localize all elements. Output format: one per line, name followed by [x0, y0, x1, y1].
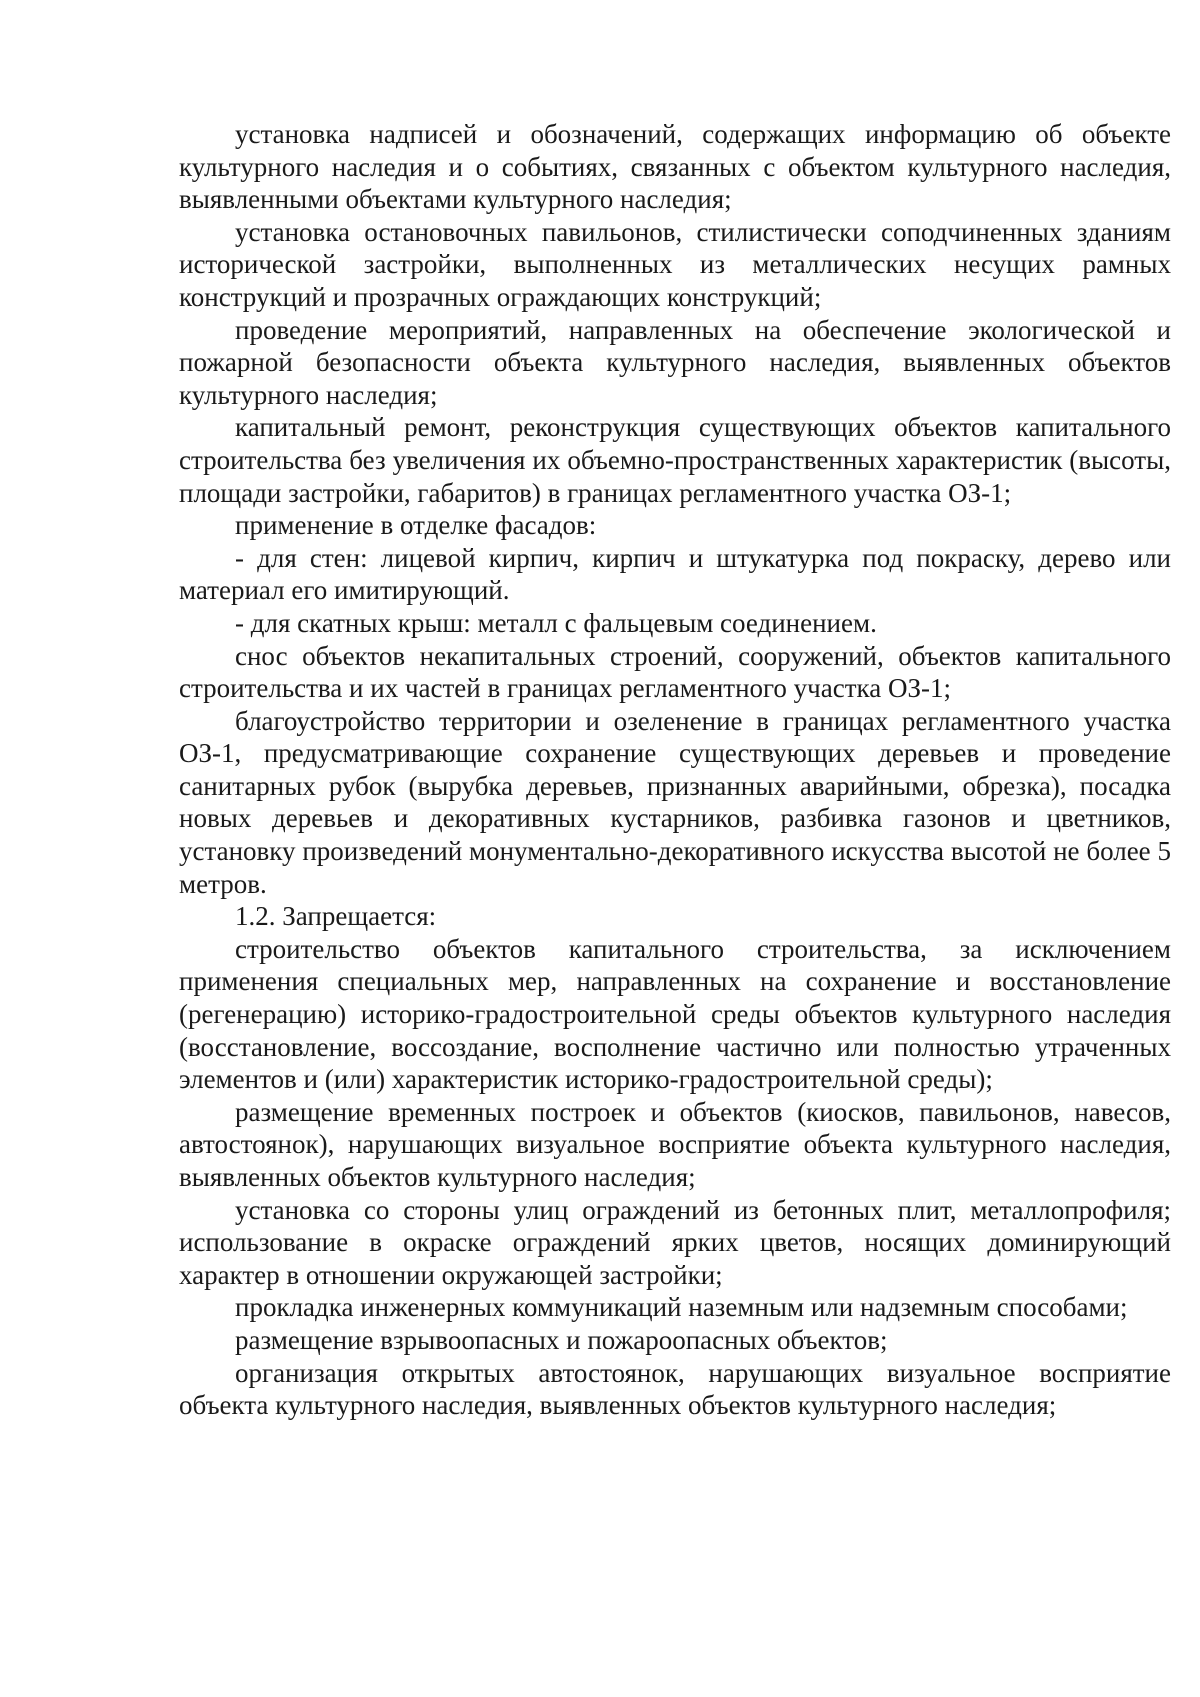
- paragraph-temporary-buildings: размещение временных построек и объектов (киосков, павильонов, навесов, автостоянок), нарушающих визуальное восприятие объекта культурного наследия, выявленных объектов культурного наследия;: [179, 1096, 1171, 1192]
- paragraph-fences: установка со стороны улиц ограждений из бетонных плит, металлопрофиля; использование в окраске ограждений ярких цветов, носящих доминирующий характер в отношении окружающей застройки;: [179, 1194, 1171, 1290]
- paragraph-signage: установка надписей и обозначений, содержащих информацию об объекте культурного наследия и о событиях, связанных с объектом культурного наследия, выявленными объектами культурного наследия;: [179, 119, 1171, 215]
- paragraph-demolition: снос объектов некапитальных строений, сооружений, объектов капитального строительства и их частей в границах регламентного участка ОЗ-1;: [179, 640, 1171, 704]
- paragraph-utilities: прокладка инженерных коммуникаций наземным или надземным способами;: [235, 1292, 1128, 1323]
- section-heading-prohibited: 1.2. Запрещается:: [235, 901, 437, 932]
- paragraph-parking: организация открытых автостоянок, нарушающих визуальное восприятие объекта культурного наследия, выявленных объектов культурного наследия;: [179, 1357, 1171, 1421]
- paragraph-hazardous-objects: размещение взрывоопасных и пожароопасных объектов;: [235, 1324, 888, 1355]
- paragraph-capital-repair: капитальный ремонт, реконструкция существующих объектов капитального строительства без увеличения их объемно-пространственных характеристик (высоты, площади застройки, габаритов) в границах регламентного участка ОЗ-1;: [179, 412, 1171, 508]
- paragraph-bus-pavilions: установка остановочных павильонов, стилистически соподчиненных зданиям исторической застройки, выполненных из металлических несущих рамных конструкций и прозрачных ограждающих конструкций;: [179, 216, 1171, 312]
- paragraph-roofs: - для скатных крыш: металл с фальцевым соединением.: [235, 607, 877, 638]
- document-body: [179, 118, 1171, 1422]
- paragraph-safety-measures: проведение мероприятий, направленных на обеспечение экологической и пожарной безопасности объекта культурного наследия, выявленных объектов культурного наследия;: [179, 314, 1171, 410]
- paragraph-facade-finishing: применение в отделке фасадов:: [235, 510, 597, 541]
- paragraph-construction: строительство объектов капитального строительства, за исключением применения специальных мер, направленных на сохранение и восстановление (регенерацию) историко-градостроительной среды объектов культурного наследия (восстановление, воссоздание, восполнение частично или полностью утраченных элементов и (или) характеристик историко-градостроительной среды);: [179, 933, 1171, 1095]
- paragraph-landscaping: благоустройство территории и озеленение в границах регламентного участка ОЗ-1, предусматривающие сохранение существующих деревьев и проведение санитарных рубок (вырубка деревьев, признанных аварийными, обрезка), посадка новых деревьев и декоративных кустарников, разбивка газонов и цветников, установку произведений монументально-декоративного искусства высотой не более 5 метров.: [179, 705, 1171, 899]
- paragraph-walls: - для стен: лицевой кирпич, кирпич и штукатурка под покраску, дерево или материал его имитирующий.: [179, 542, 1171, 606]
